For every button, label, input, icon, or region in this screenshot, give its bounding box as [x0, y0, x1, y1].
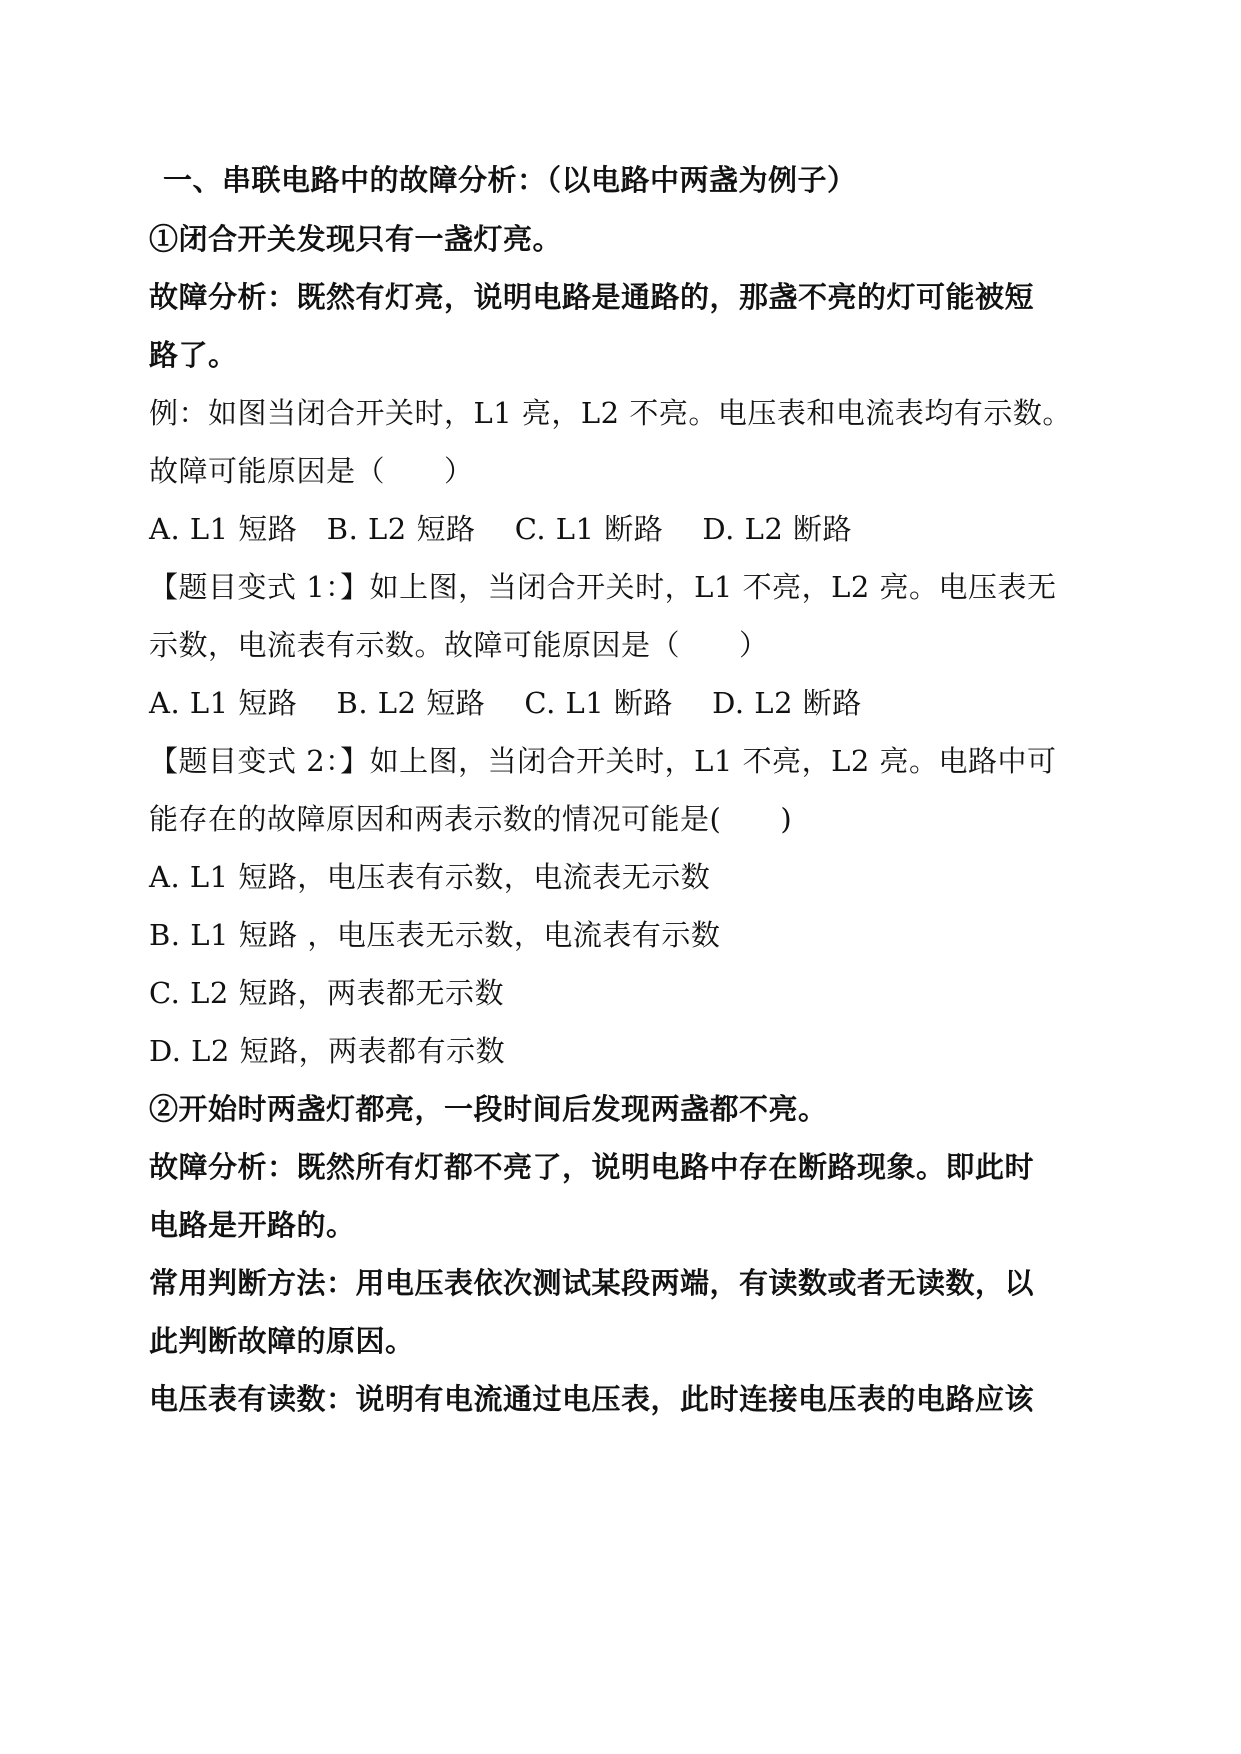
example-line2: 故障可能原因是（ ） [149, 454, 474, 488]
case2-analysis-line1: 故障分析：既然所有灯都不亮了，说明电路中存在断路现象。即此时 [149, 1150, 1035, 1184]
variant2-option-c: C. L2 短路，两表都无示数 [149, 976, 505, 1010]
variant2-option-b: B. L1 短路 ，电压表无示数，电流表有示数 [149, 918, 721, 952]
example-line1: 例：如图当闭合开关时，L1 亮，L2 不亮。电压表和电流表均有示数。 [149, 396, 1072, 430]
variant1-line1: 【题目变式 1：】如上图，当闭合开关时，L1 不亮，L2 亮。电压表无 [149, 570, 1057, 604]
voltmeter-reading-line1: 电压表有读数：说明有电流通过电压表，此时连接电压表的电路应该 [149, 1382, 1035, 1416]
method-line1: 常用判断方法：用电压表依次测试某段两端，有读数或者无读数，以 [149, 1266, 1035, 1300]
variant2-option-d: D. L2 短路，两表都有示数 [149, 1034, 506, 1068]
case1-title: ①闭合开关发现只有一盏灯亮。 [149, 222, 563, 256]
variant2-line2: 能存在的故障原因和两表示数的情况可能是( ) [149, 802, 793, 836]
case2-analysis-line2: 电路是开路的。 [149, 1208, 356, 1242]
variant2-option-a: A. L1 短路，电压表有示数，电流表无示数 [149, 860, 711, 894]
variant2-line1: 【题目变式 2：】如上图，当闭合开关时，L1 不亮，L2 亮。电路中可 [149, 744, 1057, 778]
variant1-line2: 示数，电流表有示数。故障可能原因是（ ） [149, 628, 769, 662]
variant1-options: A. L1 短路 B. L2 短路 C. L1 断路 D. L2 断路 [149, 686, 862, 720]
method-line2: 此判断故障的原因。 [149, 1324, 415, 1358]
section-heading: 一、串联电路中的故障分析：（以电路中两盏为例子） [163, 163, 857, 197]
case2-title: ②开始时两盏灯都亮，一段时间后发现两盏都不亮。 [149, 1092, 828, 1126]
case1-analysis-line1: 故障分析：既然有灯亮，说明电路是通路的，那盏不亮的灯可能被短 [149, 280, 1035, 314]
example-options: A. L1 短路 B. L2 短路 C. L1 断路 D. L2 断路 [149, 512, 853, 546]
case1-analysis-line2: 路了。 [149, 338, 238, 372]
